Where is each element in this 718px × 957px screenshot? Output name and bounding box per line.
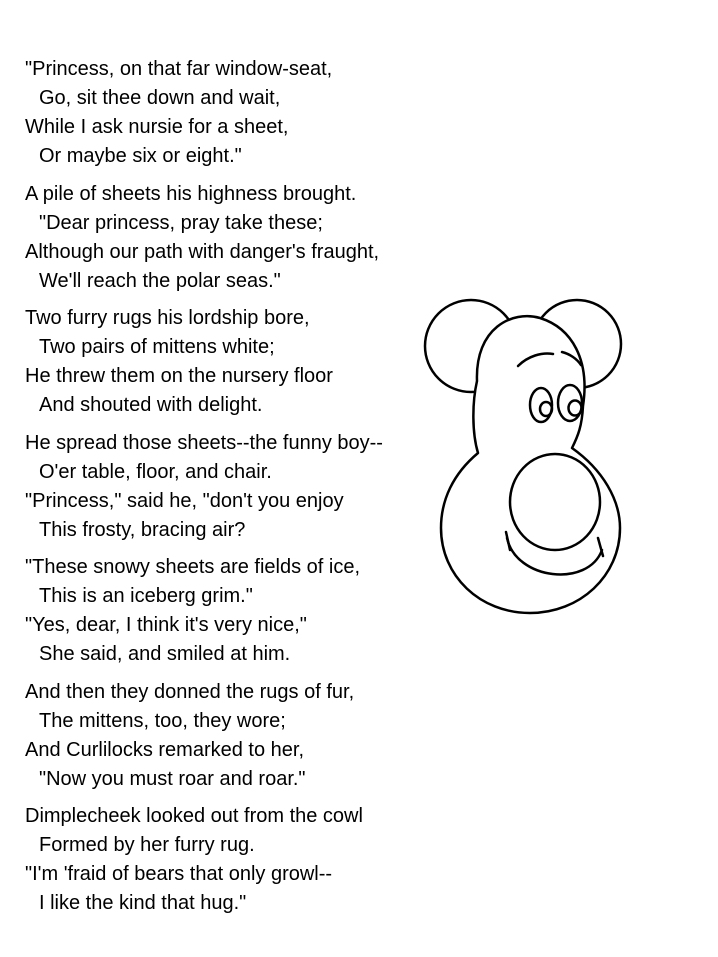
poem-line: This frosty, bracing air? (39, 518, 246, 541)
poem-line: I like the kind that hug." (39, 892, 247, 914)
poem-line: Or maybe six or eight." (39, 145, 242, 167)
poem-line: Dimplecheek looked out from the cowl (25, 805, 363, 827)
poem-line: Go, sit thee down and wait, (39, 87, 281, 109)
poem-line: "Princess," said he, "don't you enjoy (25, 489, 344, 512)
stanza-5 (25, 553, 465, 669)
poem-line: And Curlilocks remarked to her, (25, 738, 305, 761)
poem (25, 55, 465, 927)
stanza-2 (25, 180, 465, 296)
poem-line: The mittens, too, they wore; (39, 709, 286, 732)
poem-line: She said, and smiled at him. (39, 643, 291, 665)
poem-line: We'll reach the polar seas." (39, 269, 281, 292)
poem-line: Two furry rugs his lordship bore, (25, 307, 310, 329)
poem-line: "Dear princess, pray take these; (39, 211, 323, 234)
poem-line: A pile of sheets his highness brought. (25, 182, 357, 205)
poem-line: "These snowy sheets are fields of ice, (25, 556, 361, 578)
poem-line: Formed by her furry rug. (39, 834, 255, 856)
poem-line: "Now you must roar and roar." (39, 767, 306, 790)
stanza-3 (25, 304, 465, 420)
stanza-4 (25, 429, 465, 545)
poem-line: "Princess, on that far window-seat, (25, 58, 333, 80)
poem-line: While I ask nursie for a sheet, (25, 116, 289, 138)
poem-line: "Yes, dear, I think it's very nice," (25, 614, 307, 636)
bear-face-icon (420, 288, 630, 628)
poem-line: He spread those sheets--the funny boy-- (25, 431, 383, 454)
poem-line: "I'm 'fraid of bears that only growl-- (25, 863, 333, 885)
stanza-6 (25, 678, 465, 794)
stanza-1 (25, 55, 465, 171)
poem-line: And then they donned the rugs of fur, (25, 680, 355, 703)
poem-line: Although our path with danger's fraught, (25, 240, 380, 263)
bear-nose (510, 454, 600, 550)
poem-line: He threw them on the nursery floor (25, 365, 333, 387)
poem-line: Two pairs of mittens white; (39, 336, 275, 358)
stanza-7 (25, 802, 465, 918)
poem-line: And shouted with delight. (39, 394, 263, 416)
poem-line: O'er table, floor, and chair. (39, 460, 272, 483)
poem-line: This is an iceberg grim." (39, 585, 253, 607)
